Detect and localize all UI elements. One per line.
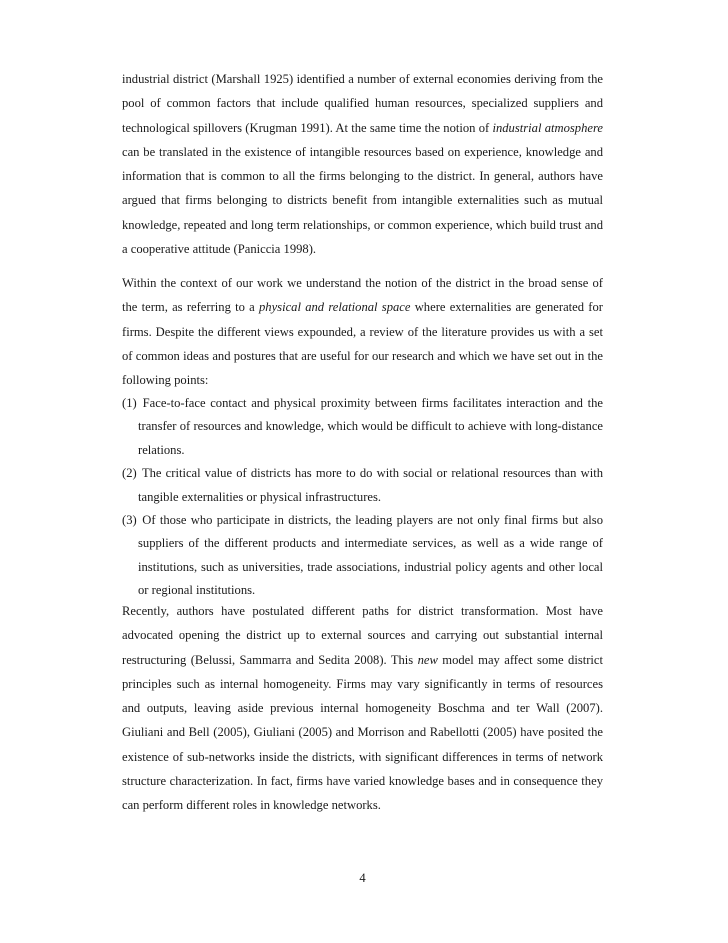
paragraph-text: Recently, authors have postulated different paths for district transformation. Most have advocated opening the district up to external sources and carrying out substantial internal restructuring (Belussi, Sammarra and Sedita 2008). This: [122, 604, 603, 667]
italic-term: physical and relational space: [259, 300, 411, 315]
paragraph-district-definition: [122, 271, 603, 392]
paragraph-district-transformation: [122, 599, 603, 818]
italic-term: new: [417, 652, 438, 667]
paragraph-text: Within the context of our work we understand the notion of the district in the broad sense of the term, as referring to a: [122, 276, 603, 315]
paragraph-text: model may affect some district principles such as internal homogeneity. Firms may vary significantly in terms of resources and outputs, leaving aside previous internal homogeneity Boschma and ter Wall (2007). Giuliani and Bell (2005), Giuliani (2005) and Morrison and Rabellotti (2005) have posited the existence of sub-networks inside the districts, with significant differences in terms of network structure characterization. In fact, firms have varied knowledge bases and in consequence they can perform different roles in knowledge networks.: [122, 652, 603, 813]
italic-term: industrial atmosphere: [492, 120, 603, 135]
list-item-number: (1): [122, 396, 137, 410]
list-item-text: The critical value of districts has more to do with social or relational resources than with tangible externalities or physical infrastructures.: [138, 466, 603, 504]
list-item: [122, 392, 603, 462]
paragraph-text: can be translated in the existence of intangible resources based on experience, knowledge and information that is common to all the firms belonging to the district. In general, authors have argued that firms belonging to districts benefit from intangible externalities such as mutual knowledge, repeated and long term relationships, or common experience, which build trust and a cooperative attitude (Paniccia 1998).: [122, 144, 603, 257]
numbered-points-list: [122, 392, 603, 603]
list-item: [122, 509, 603, 603]
paragraph-industrial-district: [122, 67, 603, 261]
list-item-number: (2): [122, 466, 137, 481]
list-item-text: Of those who participate in districts, the leading players are not only final firms but also suppliers of the different products and intermediate services, as well as a wide range of institutions, such as universities, trade associations, industrial policy agents and other local or regional institutions.: [138, 513, 603, 598]
paragraph-text: industrial district (Marshall 1925) identified a number of external economies deriving from the pool of common factors that include qualified human resources, specialized suppliers and technological spillovers (Krugman 1991). At the same time the notion of: [122, 72, 603, 135]
page-number: 4: [359, 871, 366, 885]
list-item: [122, 462, 603, 509]
paragraph-text: where externalities are generated for firms. Despite the different views expounded, a review of the literature provides us with a set of common ideas and postures that are useful for our research and which we have set out in the following points:: [122, 300, 603, 388]
list-item-text: Face-to-face contact and physical proximity between firms facilitates interaction and the transfer of resources and knowledge, which would be difficult to achieve with long-distance relations.: [138, 396, 603, 457]
list-item-number: (3): [122, 513, 137, 528]
